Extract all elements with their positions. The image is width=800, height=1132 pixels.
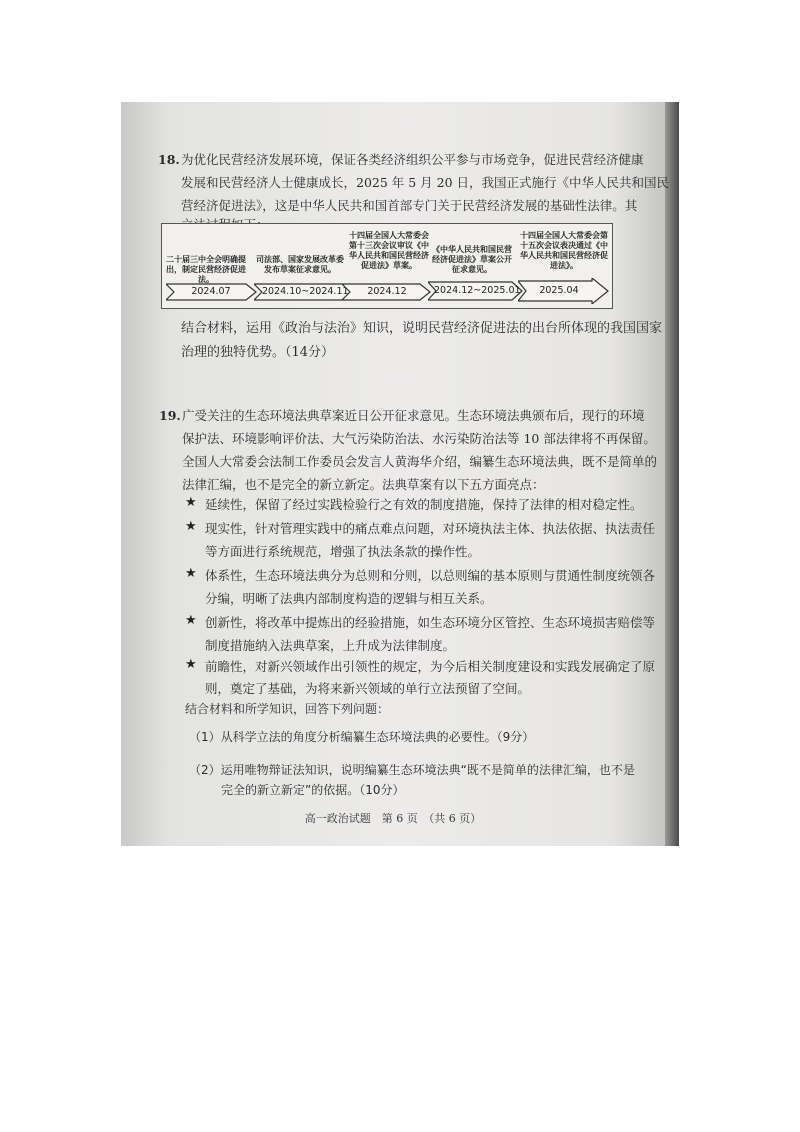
highlight-5-line-1: 前瞻性，对新兴领域作出引领性的规定，为今后相关制度建设和实践发展确定了原 <box>205 659 656 674</box>
photographed-page <box>121 102 679 846</box>
flow-step-5-desc: 十四届全国人大常委会第十五次会议表决通过《中华人民共和国民营经济促进法》。 <box>520 230 608 270</box>
star-bullet-icon: ★ <box>185 519 197 534</box>
flow-step-3-desc: 十四届全国人大常委会第十三次会议审议《中华人民共和国民营经济促进法》草案。 <box>349 230 429 270</box>
q19-line-2: 保护法、环境影响评价法、大气污染防治法、水污染防治法等 10 部法律将不再保留。 <box>182 431 656 446</box>
q18-number: 18. <box>158 152 180 167</box>
highlight-5-line-2: 则，奠定了基础，为将来新兴领域的单行立法预留了空间。 <box>205 681 531 696</box>
flow-step-3-date: 2024.12 <box>367 286 407 297</box>
highlight-1-line-1: 延续性，保留了经过实践检验行之有效的制度措施，保持了法律的相对稳定性。 <box>205 497 643 512</box>
star-bullet-icon: ★ <box>185 657 197 672</box>
highlight-3-line-2: 分编，明晰了法典内部制度构造的逻辑与相互关系。 <box>205 591 493 606</box>
q19-line-3: 全国人大常委会法制工作委员会发言人黄海华介绍，编纂生态环境法典，既不是简单的 <box>182 454 658 469</box>
q18-line-1: 为优化民营经济发展环境，保证各类经济组织公平参与市场竞争，促进民营经济健康 <box>181 152 644 167</box>
page-footer: 高一政治试题 第 6 页 （共 6 页） <box>304 812 482 825</box>
q18-line-2: 发展和民营经济人士健康成长，2025 年 5 月 20 日，我国正式施行《中华人民共和国民 <box>181 175 670 190</box>
star-bullet-icon: ★ <box>185 566 197 581</box>
q19-intro: 结合材料和所学知识，回答下列问题： <box>185 702 390 716</box>
q19-number: 19. <box>159 408 181 423</box>
q19-line-4: 法律汇编，也不是完全的新立新定。法典草案有以下五方面亮点： <box>182 477 545 492</box>
page-shadow-edge <box>665 102 679 846</box>
highlight-4-line-2: 制度措施纳入法典草案，上升成为法律制度。 <box>205 638 456 653</box>
flow-step-4-date: 2024.12~2025.01 <box>434 285 521 296</box>
highlight-4-line-1: 创新性，将改革中提炼出的经验措施，如生态环境分区管控、生态环境损害赔偿等 <box>205 615 656 630</box>
highlight-2-line-1: 现实性，针对管理实践中的痛点难点问题，对环境执法主体、执法依据、执法责任 <box>205 521 656 536</box>
flow-step-1-desc: 二十届三中全会明确提出，制定民营经济促进法。 <box>166 254 246 284</box>
flow-step-1-date: 2024.07 <box>191 286 231 297</box>
flow-step-2-desc: 司法部、国家发展改革委发布草案征求意见。 <box>256 254 344 274</box>
flow-step-2-date: 2024.10~2024.11 <box>262 286 349 297</box>
q19-subquestion-2-line-2: 完全的新立新定”的依据。（10分） <box>221 783 405 797</box>
star-bullet-icon: ★ <box>185 613 197 628</box>
q19-subquestion-1: （1）从科学立法的角度分析编纂生态环境法典的必要性。（9分） <box>189 730 535 744</box>
highlight-2-line-2: 等方面进行系统规范，增强了执法条款的操作性。 <box>205 544 481 559</box>
q18-task-line-2: 治理的独特优势。（14分） <box>181 345 335 360</box>
flow-step-4-desc: 《中华人民共和国民营经济促进法》草案公开征求意见。 <box>432 244 512 274</box>
q18-task-line-1: 结合材料，运用《政治与法治》知识，说明民营经济促进法的出台所体现的我国国家 <box>181 321 663 336</box>
q19-line-1: 广受关注的生态环境法典草案近日公开征求意见。生态环境法典颁布后，现行的环境 <box>182 408 645 423</box>
highlight-3-line-1: 体系性，生态环境法典分为总则和分则，以总则编的基本原则与贯通性制度统领各 <box>205 568 656 583</box>
star-bullet-icon: ★ <box>185 495 197 510</box>
q18-line-3: 营经济促进法》，这是中华人民共和国首部专门关于民营经济发展的基础性法律。其 <box>181 198 638 213</box>
flow-step-5-date: 2025.04 <box>539 285 579 296</box>
q19-subquestion-2-line-1: （2）运用唯物辩证法知识，说明编纂生态环境法典“既不是简单的法律汇编，也不是 <box>189 763 635 777</box>
legislative-process-flowchart <box>161 223 613 309</box>
